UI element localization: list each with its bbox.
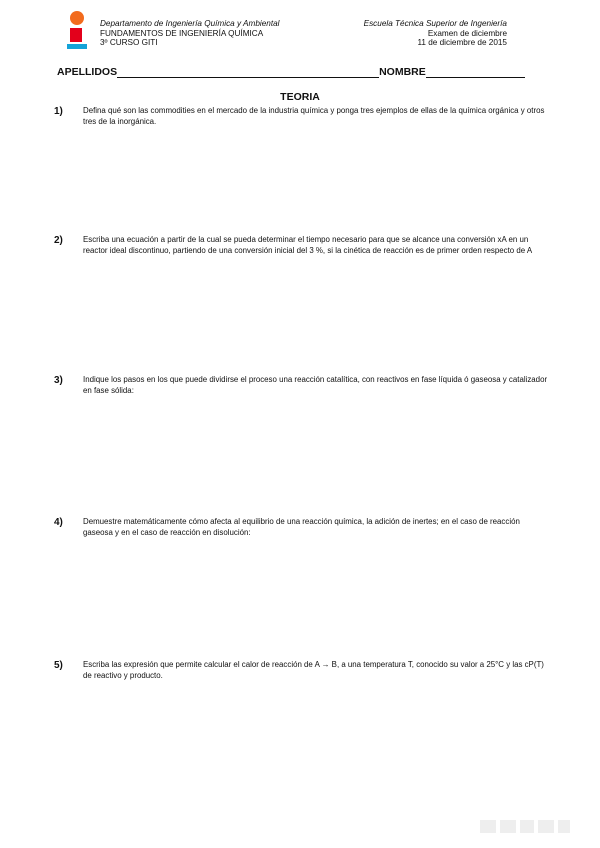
course-title: FUNDAMENTOS DE INGENIERÍA QUÍMICA [100, 28, 264, 38]
faded-watermark-logo [474, 816, 574, 840]
course-level: 3º CURSO GITI [100, 38, 158, 48]
question-text: Escriba una ecuación a partir de la cual se pueda determinar el tiempo necesario para que se alcance una conversión xA en un reactor ideal discontinuo, partiendo de una conversión inicial del 3 %, si la cinética de reacción es de primer orden respecto de A [83, 235, 533, 255]
student-info-row [57, 66, 525, 78]
header-left [100, 19, 279, 48]
name-field[interactable] [426, 67, 525, 78]
question-text: Demuestre matemáticamente cómo afecta al equilibrio de una reacción química, la adición de inertes; en el caso de reacción gaseosa y en el caso de reacción en disolución: [83, 517, 520, 537]
school-name: Escuela Técnica Superior de Ingeniería [363, 19, 507, 28]
question-number: 3) [54, 375, 63, 386]
question-text: Indique los pasos en los que puede dividirse el proceso una reacción catalítica, con reactivos en fase líquida ó gaseosa y catalizador en fase sólida: [83, 375, 548, 395]
university-logo [66, 10, 88, 52]
question-text: Escriba las expresión que permite calcular el calor de reacción de A → B, a una temperatura T, conocido su valor a 25°C y las cP(T) de reactivo y producto. [83, 660, 544, 680]
section-title: TEORIA [280, 91, 320, 103]
header-right [364, 19, 507, 48]
question-number: 5) [54, 660, 63, 671]
department-name: Departamento de Ingeniería Química y Ambiental [100, 19, 280, 28]
exam-name: Examen de diciembre [427, 28, 507, 38]
surname-field[interactable] [117, 67, 379, 78]
surname-label: APELLIDOS [57, 66, 118, 78]
question-number: 2) [54, 235, 63, 246]
question-text: Defina qué son las commodities en el mercado de la industria química y ponga tres ejemplos de ellas de la química orgánica y otros tres de la inorgánica. [83, 106, 545, 126]
question-number: 1) [54, 106, 63, 117]
name-label: NOMBRE [379, 66, 426, 78]
exam-date: 11 de diciembre de 2015 [417, 38, 507, 48]
question-number: 4) [54, 517, 63, 528]
